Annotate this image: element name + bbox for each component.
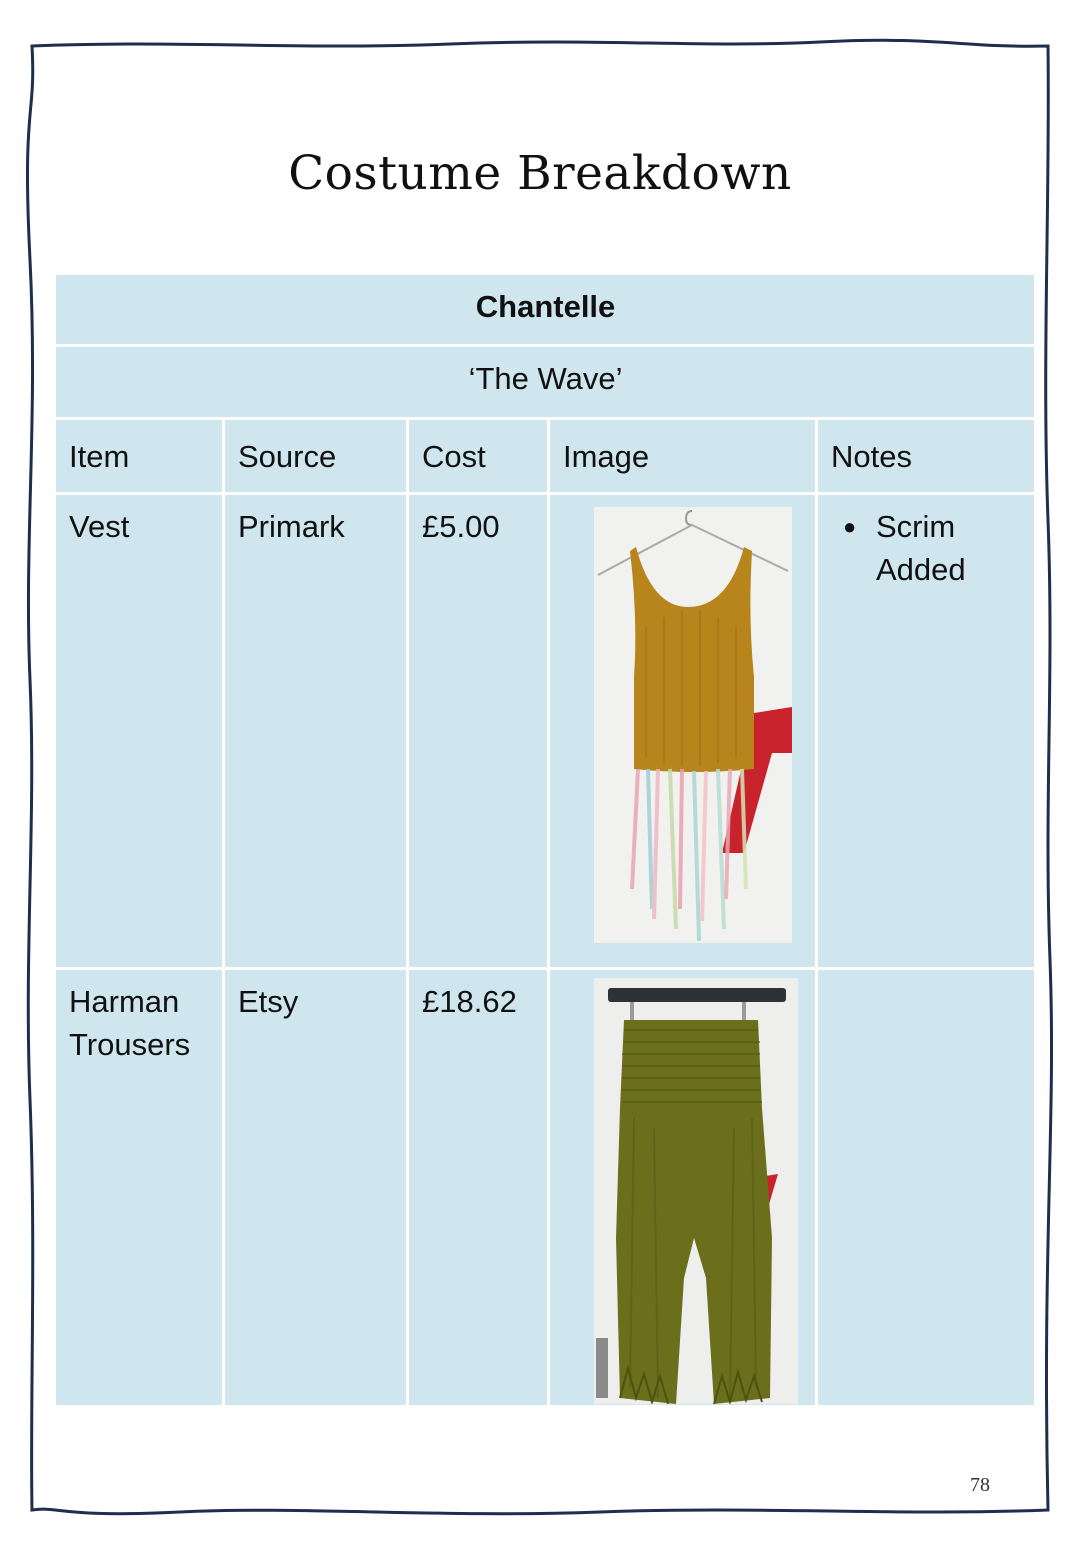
page-number: 78	[970, 1474, 990, 1496]
vest-photo	[594, 507, 792, 943]
trousers-photo	[594, 978, 798, 1404]
image-cell	[550, 495, 815, 967]
table-row	[56, 495, 1034, 967]
notes-list	[831, 505, 1022, 591]
column-header-cost: Cost	[409, 420, 547, 492]
cost-cell: £5.00	[409, 495, 547, 967]
source-cell: Etsy	[225, 970, 406, 1405]
source-cell: Primark	[225, 495, 406, 967]
header-row	[56, 420, 1034, 492]
bullet-icon: ●	[843, 514, 857, 539]
image-cell	[550, 970, 815, 1405]
notes-cell	[818, 495, 1034, 967]
note-text: Scrim Added	[876, 509, 966, 587]
cost-cell: £18.62	[409, 970, 547, 1405]
notes-cell	[818, 970, 1034, 1405]
column-header-source: Source	[225, 420, 406, 492]
list-item	[843, 505, 1022, 591]
table-row	[56, 970, 1034, 1405]
item-cell: Vest	[56, 495, 222, 967]
column-header-image: Image	[550, 420, 815, 492]
character-name: Chantelle	[56, 275, 1034, 344]
item-cell: Harman Trousers	[56, 970, 222, 1405]
scene-title: ‘The Wave’	[56, 347, 1034, 417]
column-header-notes: Notes	[818, 420, 1034, 492]
column-header-item: Item	[56, 420, 222, 492]
page-title: Costume Breakdown	[288, 146, 792, 201]
costume-table	[53, 272, 1037, 1408]
